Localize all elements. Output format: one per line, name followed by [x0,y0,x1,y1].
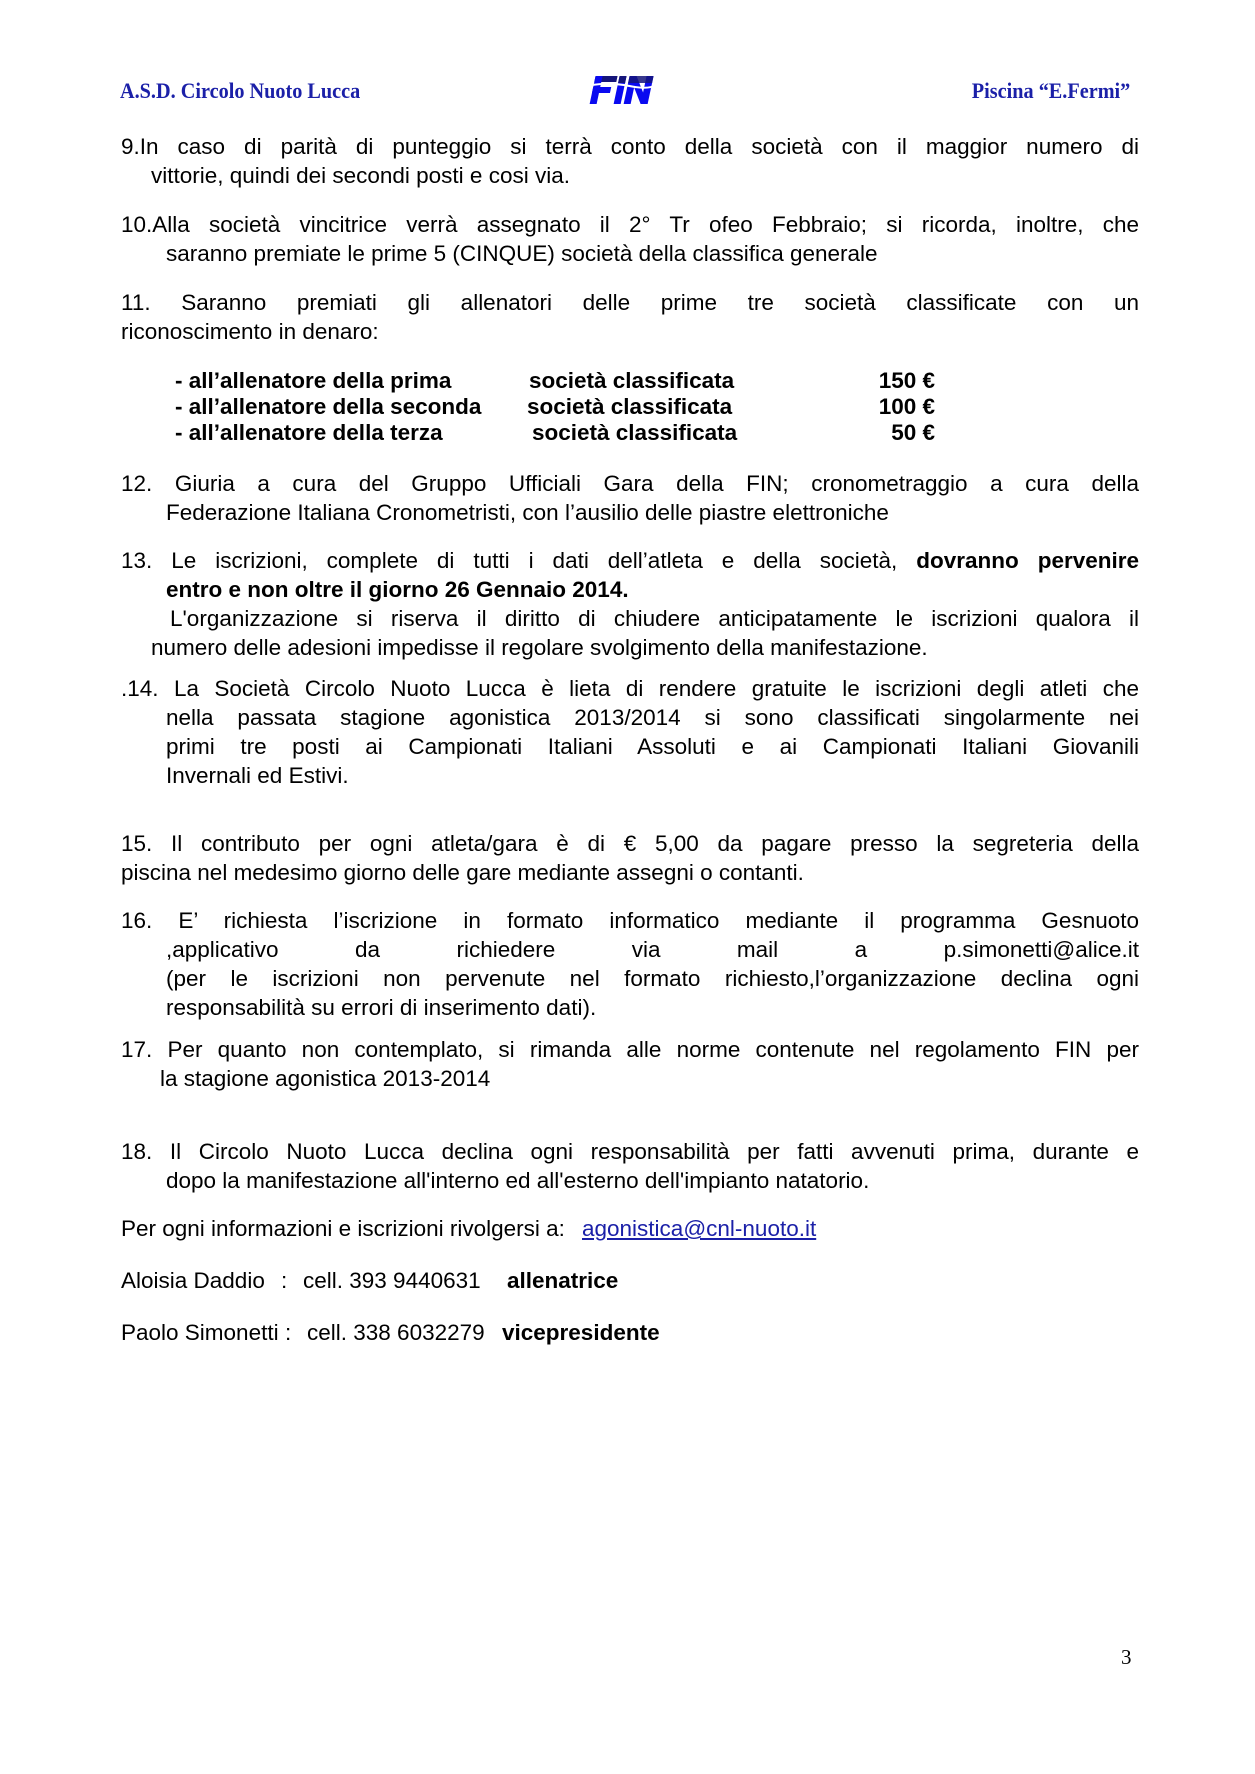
item-16-line-3: (per le iscrizioni non pervenute nel formato richiesto,l’organizzazione declina ogni [166,966,1139,991]
item-13 [121,546,1139,662]
header-pool-name: Piscina “E.Fermi” [971,78,1130,103]
item-18-line-2: dopo la manifestazione all'interno ed all'esterno dell'impianto natatorio. [166,1168,870,1193]
item-11 [121,288,1139,346]
page-header [120,74,1130,110]
item-15 [121,829,1139,887]
item-16 [121,906,1139,1022]
item-10 [121,210,1139,268]
item-9-line-2: vittorie, quindi dei secondi posti e cosi via. [151,163,570,188]
prize-recipient: - all’allenatore della seconda [175,394,482,419]
item-15-line-2: piscina nel medesimo giorno delle gare mediante assegni o contanti. [121,860,804,885]
item-14 [121,674,1139,790]
prize-row-third [175,418,935,447]
prize-amount: 100 € [878,394,935,419]
item-17 [121,1035,1139,1093]
item-14-line-2: nella passata stagione agonistica 2013/2014 si sono classificati singolarmente nei [166,705,1139,730]
prize-description: società classificata [529,368,735,393]
contact-phone: cell. 393 9440631 [303,1268,481,1293]
item-18-line-1: 18. Il Circolo Nuoto Lucca declina ogni responsabilità per fatti avvenuti prima, durante e [121,1139,1139,1164]
prize-recipient: - all’allenatore della terza [175,420,443,445]
item-16-line-2: ,applicativo da richiedere via mail a p.simonetti@alice.it [166,937,1139,962]
item-13-line-4: numero delle adesioni impedisse il regolare svolgimento della manifestazione. [151,635,928,660]
item-12-line-2: Federazione Italiana Cronometristi, con l’ausilio delle piastre elettroniche [166,500,889,525]
item-12 [121,469,1139,527]
item-11-line-2: riconoscimento in denaro: [121,319,379,344]
item-9 [121,132,1139,190]
item-14-line-4: Invernali ed Estivi. [166,763,349,788]
prize-amount: 150 € [878,368,935,393]
contact-intro-text: Per ogni informazioni e iscrizioni rivolgersi a: [121,1216,565,1241]
item-16-line-1: 16. E’ richiesta l’iscrizione in formato informatico mediante il programma Gesnuoto [121,908,1139,933]
contact-role: allenatrice [507,1268,619,1293]
item-13-line-1 [121,546,1139,575]
contact-name: Aloisia Daddio [121,1268,265,1293]
contact-separator: : [285,1320,292,1345]
item-13-deadline-text: dovranno pervenire [916,548,1140,573]
item-17-line-1: 17. Per quanto non contemplato, si rimanda alle norme contenute nel regolamento FIN per [121,1037,1139,1062]
page-number: 3 [1121,1645,1132,1669]
prize-description: società classificata [532,420,738,445]
item-16-line-4: responsabilità su errori di inserimento dati). [166,995,597,1020]
item-13-line-3: L'organizzazione si riserva il diritto di chiudere anticipatamente le iscrizioni qualora il [170,606,1139,631]
prize-row-first [175,366,935,395]
item-9-line-1: 9.In caso di parità di punteggio si terrà conto della società con il maggior numero di [121,134,1139,159]
item-13-text: 13. Le iscrizioni, complete di tutti i dati dell’atleta e della società, [121,548,917,573]
contact-role: vicepresidente [502,1320,660,1345]
contact-name: Paolo Simonetti [121,1320,279,1345]
item-13-deadline: entro e non oltre il giorno 26 Gennaio 2014. [166,577,629,602]
item-11-line-1: 11. Saranno premiati gli allenatori delle prime tre società classificate con un [121,290,1139,315]
item-15-line-1: 15. Il contributo per ogni atleta/gara è di € 5,00 da pagare presso la segreteria della [121,831,1139,856]
item-14-line-3: primi tre posti ai Campionati Italiani Assoluti e ai Campionati Italiani Giovanili [166,734,1139,759]
item-18 [121,1137,1139,1195]
item-10-line-2: saranno premiate le prime 5 (CINQUE) società della classifica generale [166,241,878,266]
contact-phone: cell. 338 6032279 [307,1320,485,1345]
prize-amount: 50 € [891,420,935,445]
item-14-line-1: .14. La Società Circolo Nuoto Lucca è lieta di rendere gratuite le iscrizioni degli atleti che [121,676,1139,701]
prize-recipient: - all’allenatore della prima [175,368,452,393]
prize-row-second [175,392,935,421]
prize-description: società classificata [527,394,733,419]
contact-person-1 [121,1266,821,1295]
fin-logo-icon [586,74,666,106]
item-10-line-1: 10.Alla società vincitrice verrà assegnato il 2° Tr ofeo Febbraio; si ricorda, inoltre, che [121,212,1139,237]
item-17-line-2: la stagione agonistica 2013-2014 [160,1066,491,1091]
contact-email-link[interactable]: agonistica@cnl-nuoto.it [582,1216,817,1241]
contact-person-2 [121,1318,821,1347]
contact-intro [121,1214,1021,1243]
contact-separator: : [281,1268,288,1293]
item-12-line-1: 12. Giuria a cura del Gruppo Ufficiali Gara della FIN; cronometraggio a cura della [121,471,1139,496]
header-club-name: A.S.D. Circolo Nuoto Lucca [120,78,361,103]
